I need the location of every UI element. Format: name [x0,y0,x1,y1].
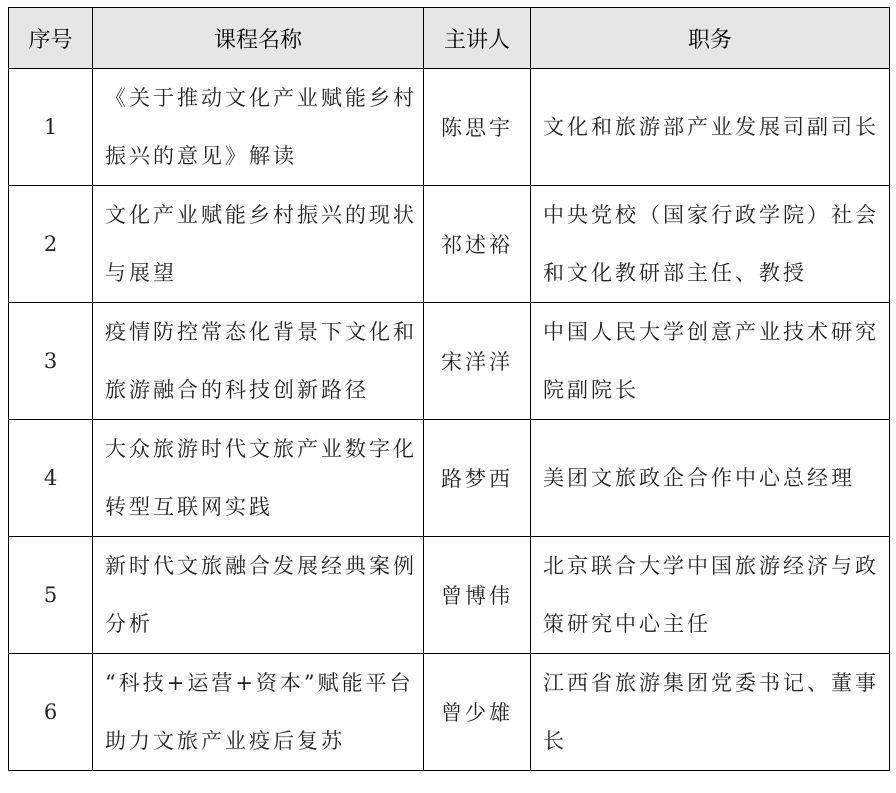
cell-lecturer: 曾少雄 [424,654,531,771]
cell-lecturer: 曾博伟 [424,537,531,654]
cell-course: 新时代文旅融合发展经典案例分析 [93,537,424,654]
cell-position: 文化和旅游部产业发展司副司长 [531,69,890,186]
cell-no: 5 [9,537,93,654]
cell-no: 2 [9,186,93,303]
table-row [9,186,890,303]
cell-course: 《关于推动文化产业赋能乡村振兴的意见》解读 [93,69,424,186]
header-course: 课程名称 [93,8,424,69]
table-row [9,654,890,771]
cell-position: 北京联合大学中国旅游经济与政策研究中心主任 [531,537,890,654]
course-table [8,7,890,771]
table-row [9,420,890,537]
header-row [9,8,890,69]
cell-course: 文化产业赋能乡村振兴的现状与展望 [93,186,424,303]
table-row [9,69,890,186]
table-row [9,537,890,654]
header-no: 序号 [9,8,93,69]
cell-position: 中央党校（国家行政学院）社会和文化教研部主任、教授 [531,186,890,303]
cell-position: 中国人民大学创意产业技术研究院副院长 [531,303,890,420]
cell-course: “科技+运营+资本”赋能平台 助力文旅产业疫后复苏 [93,654,424,771]
cell-no: 1 [9,69,93,186]
cell-no: 3 [9,303,93,420]
cell-lecturer: 宋洋洋 [424,303,531,420]
table-row [9,303,890,420]
cell-lecturer: 陈思宇 [424,69,531,186]
cell-course: 大众旅游时代文旅产业数字化转型互联网实践 [93,420,424,537]
cell-position: 美团文旅政企合作中心总经理 [531,420,890,537]
cell-lecturer: 祁述裕 [424,186,531,303]
cell-no: 6 [9,654,93,771]
cell-course: 疫情防控常态化背景下文化和旅游融合的科技创新路径 [93,303,424,420]
cell-position: 江西省旅游集团党委书记、董事长 [531,654,890,771]
cell-lecturer: 路梦西 [424,420,531,537]
header-position: 职务 [531,8,890,69]
cell-no: 4 [9,420,93,537]
header-lecturer: 主讲人 [424,8,531,69]
